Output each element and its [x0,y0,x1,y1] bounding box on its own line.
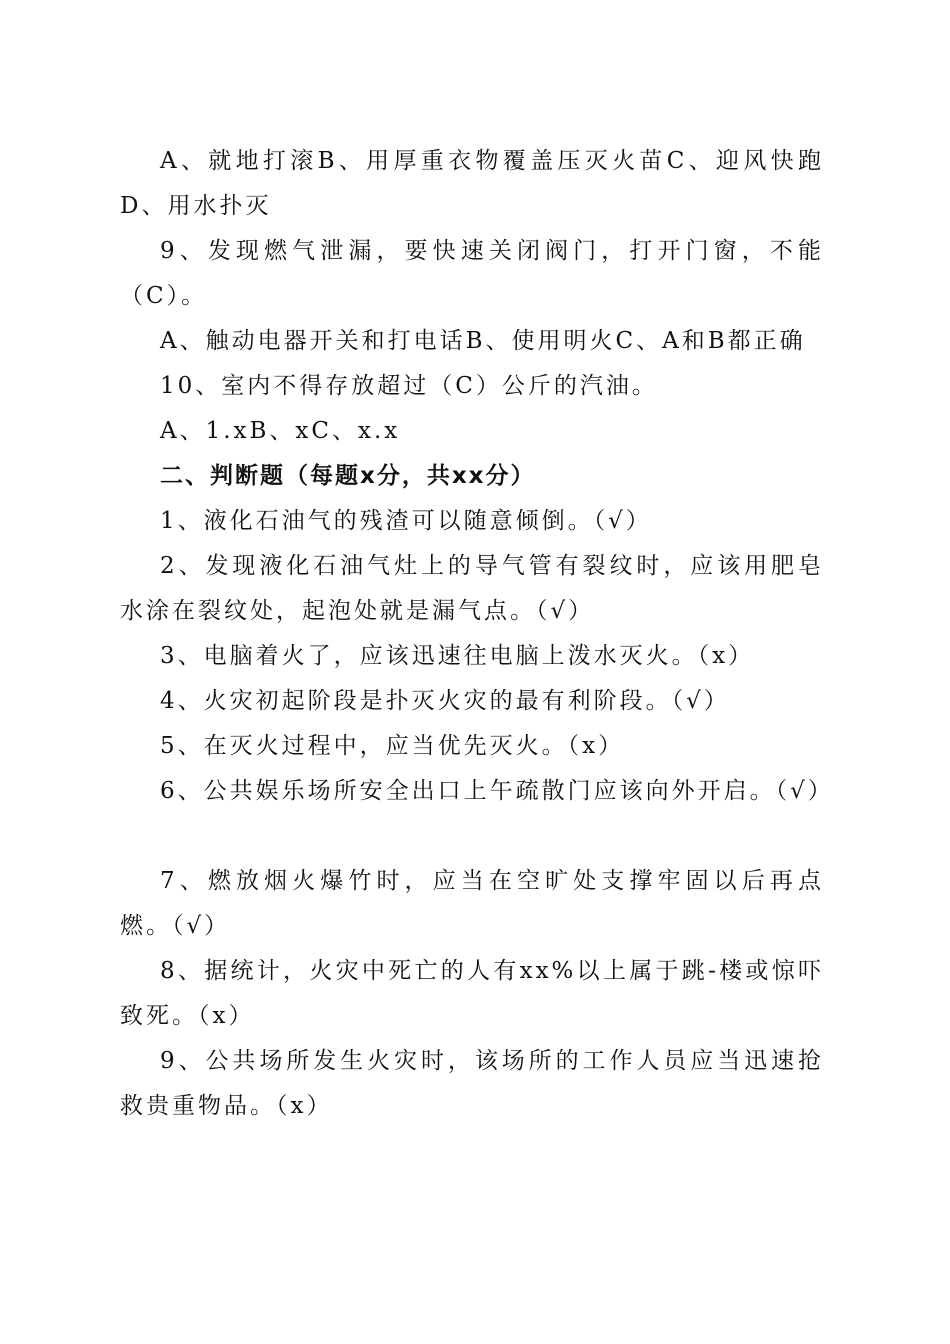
question-9: 9、发现燃气泄漏，要快速关闭阀门，打开门窗，不能（C）。 [120,238,824,309]
tf-item-1: 1、液化石油气的残渣可以随意倾倒。（√） [160,508,652,534]
tf-item-6: 6、公共娱乐场所安全出口上午疏散门应该向外开启。（√） [160,778,834,804]
tf-item-8: 8、据统计，火灾中死亡的人有xx%以上属于跳-楼或惊吓致死。（x） [120,958,824,1029]
question-10: 10、室内不得存放超过（C）公斤的汽油。 [160,373,658,399]
tf-item-5: 5、在灭火过程中，应当优先灭火。（x） [160,733,625,759]
tf-item-9: 9、公共场所发生火灾时，该场所的工作人员应当迅速抢救贵重物品。（x） [120,1048,824,1119]
tf-item-3: 3、电脑着火了，应该迅速往电脑上泼水灭火。（x） [160,643,755,669]
tf-item-7: 7、燃放烟火爆竹时，应当在空旷处支撑牢固以后再点燃。（√） [120,868,824,939]
question-9-options: A、触动电器开关和打电话B、使用明火C、A和B都正确 [160,328,806,354]
tf-item-2: 2、发现液化石油气灶上的导气管有裂纹时，应该用肥皂水涂在裂纹处，起泡处就是漏气点。（√） [120,553,824,624]
question-10-options: A、1.xB、xC、x.x [160,418,401,444]
tf-item-4: 4、火灾初起阶段是扑灭火灾的最有利阶段。（√） [160,688,730,714]
question-8-options: A、就地打滚B、用厚重衣物覆盖压灭火苗C、迎风快跑D、用水扑灭 [120,148,824,219]
section-heading-true-false: 二、判断题（每题x分，共xx分） [160,463,536,489]
